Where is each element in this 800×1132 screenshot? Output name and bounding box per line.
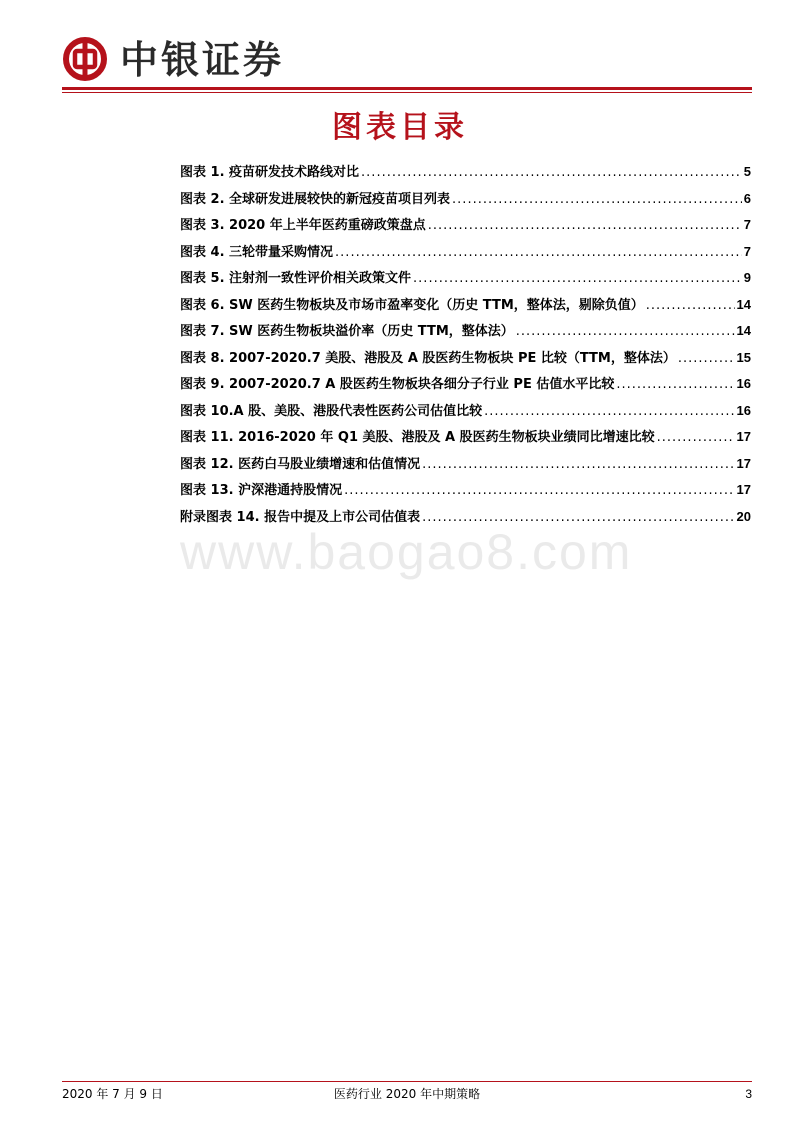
page-footer (62, 1085, 752, 1103)
toc-entry[interactable] (180, 265, 751, 292)
toc-entry-page: 16 (736, 402, 751, 418)
toc-leader-dots (361, 160, 742, 187)
toc-entry-page: 16 (736, 376, 751, 391)
toc-entry[interactable] (180, 318, 751, 345)
toc-entry[interactable] (180, 345, 751, 372)
toc-leader-dots (428, 213, 742, 240)
toc-leader-dots (452, 187, 742, 214)
toc-leader-dots (516, 319, 735, 346)
toc-entry-label: 图表 5. 注射剂一致性评价相关政策文件 (180, 271, 412, 286)
toc-entry-label: 图表 4. 三轮带量采购情况 (180, 244, 334, 260)
header-rule (62, 87, 752, 90)
page-title: 图表目录 (332, 110, 468, 145)
toc-entry-page: 20 (736, 508, 751, 524)
toc-entry-page: 14 (736, 323, 751, 338)
toc-entry[interactable] (180, 292, 751, 319)
toc-entry[interactable] (180, 212, 751, 239)
toc-entry-page: 7 (743, 243, 751, 259)
toc-entry-label: 图表 9. 2007-2020.7 A 股医药生物板块各细分子行业 PE 估值水平比较 (180, 377, 615, 392)
toc-entry[interactable] (180, 239, 751, 266)
toc-entry-label: 图表 7. SW 医药生物板块溢价率（历史 TTM，整体法） (180, 324, 514, 339)
toc-entry-label: 图表 1. 疫苗研发技术路线对比 (180, 165, 360, 180)
toc-leader-dots (646, 293, 735, 320)
toc-leader-dots (657, 425, 735, 452)
toc-entry[interactable] (180, 477, 751, 504)
toc-entry-page: 17 (736, 482, 751, 497)
watermark: www.baogao8.com (180, 524, 633, 580)
toc-entry-label: 图表 10.A 股、美股、港股代表性医药公司估值比较 (180, 403, 483, 419)
toc-entry-label: 图表 6. SW 医药生物板块及市场市盈率变化（历史 TTM，整体法，剔除负值） (180, 297, 644, 313)
brand-name: 中银证券 (120, 37, 285, 82)
toc-entry-page: 7 (743, 217, 751, 232)
toc-leader-dots (344, 478, 734, 505)
footer-page-number: 3 (745, 1087, 752, 1101)
toc-entry-page: 15 (736, 349, 751, 365)
toc-entry-page: 5 (743, 164, 751, 179)
toc-entry-page: 17 (736, 429, 751, 444)
toc-leader-dots (422, 452, 734, 479)
toc-entry[interactable] (180, 186, 751, 213)
toc-entry[interactable] (180, 424, 751, 451)
toc-entry-label: 图表 8. 2007-2020.7 美股、港股及 A 股医药生物板块 PE 比较（TTM，整体法） (180, 350, 676, 366)
footer-report-title: 医药行业 2020 年中期策略 (333, 1087, 481, 1101)
toc-leader-dots (678, 346, 735, 373)
toc-leader-dots (616, 372, 734, 399)
toc-entry-page: 14 (736, 296, 751, 312)
footer-date: 2020 年 7 月 9 日 (62, 1087, 163, 1101)
toc-entry[interactable] (180, 371, 751, 398)
toc-entry-page: 6 (743, 190, 751, 206)
toc-entry-page: 9 (743, 270, 751, 285)
toc-entry-label: 图表 3. 2020 年上半年医药重磅政策盘点 (180, 218, 426, 233)
toc-entry-label: 图表 13. 沪深港通持股情况 (180, 483, 343, 498)
toc-entry[interactable] (180, 159, 751, 186)
footer-rule (62, 1081, 752, 1082)
header-rule-thin (62, 92, 752, 93)
page-header (62, 30, 752, 92)
toc-entry-page: 17 (736, 455, 751, 471)
bank-of-china-logo-icon (62, 36, 108, 82)
toc-entry-label: 图表 11. 2016-2020 年 Q1 美股、港股及 A 股医药生物板块业绩同比增速比较 (180, 430, 655, 445)
toc-leader-dots (484, 399, 734, 426)
toc-entry[interactable] (180, 451, 751, 478)
toc-entry[interactable] (180, 398, 751, 425)
toc-leader-dots (413, 266, 742, 293)
toc-entry-label: 图表 12. 医药白马股业绩增速和估值情况 (180, 456, 421, 472)
toc-leader-dots (335, 240, 742, 267)
toc-entry-label: 附录图表 14. 报告中提及上市公司估值表 (180, 509, 421, 525)
toc-entry-label: 图表 2. 全球研发进展较快的新冠疫苗项目列表 (180, 191, 451, 207)
toc-list (180, 159, 751, 530)
